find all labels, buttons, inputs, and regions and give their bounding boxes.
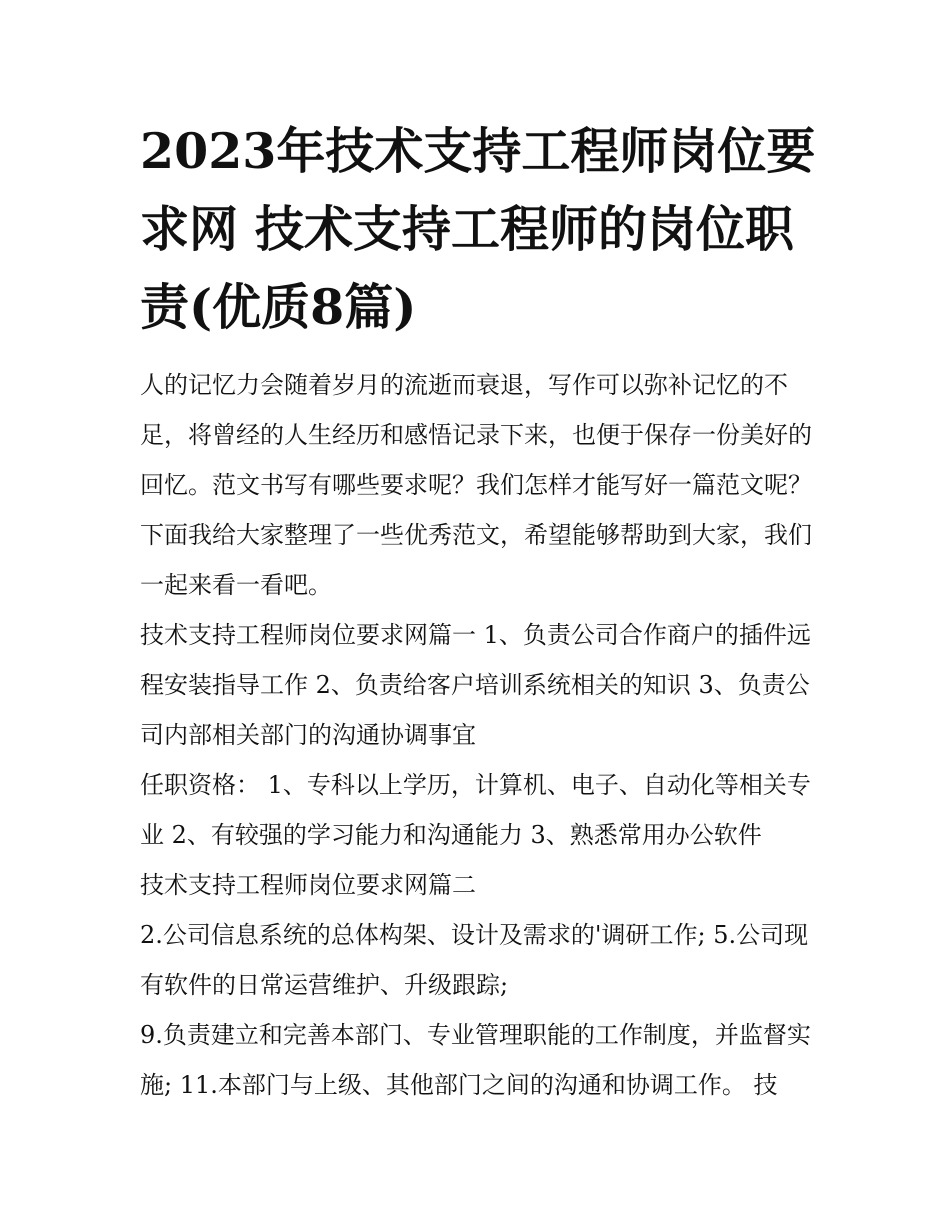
section-two-heading: 技术支持工程师岗位要求网篇二 bbox=[140, 871, 476, 899]
document-body bbox=[140, 112, 820, 1110]
section-two-paragraph-2: 9.负责建立和完善本部门、专业管理职能的工作制度，并监督实施; 11.本部门与上级、其他部门之间的沟通和协调工作。 技 bbox=[140, 1021, 811, 1099]
section-two-paragraph-1: 2.公司信息系统的总体构架、设计及需求的'调研工作; 5.公司现有软件的日常运营维护、升级跟踪; bbox=[140, 921, 809, 999]
document-title: 2023年技术支持工程师岗位要求网 技术支持工程师的岗位职责(优质8篇) bbox=[140, 122, 816, 336]
section-one-paragraph: 技术支持工程师岗位要求网篇一 1、负责公司合作商户的插件远程安装指导工作 2、负责给客户培训系统相关的知识 3、负责公司内部相关部门的沟通协调事宜 bbox=[140, 621, 811, 749]
qualifications-paragraph: 任职资格： 1、专科以上学历，计算机、电子、自动化等相关专业 2、有较强的学习能力和沟通能力 3、熟悉常用办公软件 bbox=[140, 771, 811, 849]
intro-paragraph: 人的记忆力会随着岁月的流逝而衰退，写作可以弥补记忆的不足，将曾经的人生经历和感悟记录下来，也便于保存一份美好的回忆。范文书写有哪些要求呢？我们怎样才能写好一篇范文呢？下面我给大家整理了一些优秀范文，希望能够帮助到大家，我们一起来看一看吧。 bbox=[140, 371, 812, 599]
